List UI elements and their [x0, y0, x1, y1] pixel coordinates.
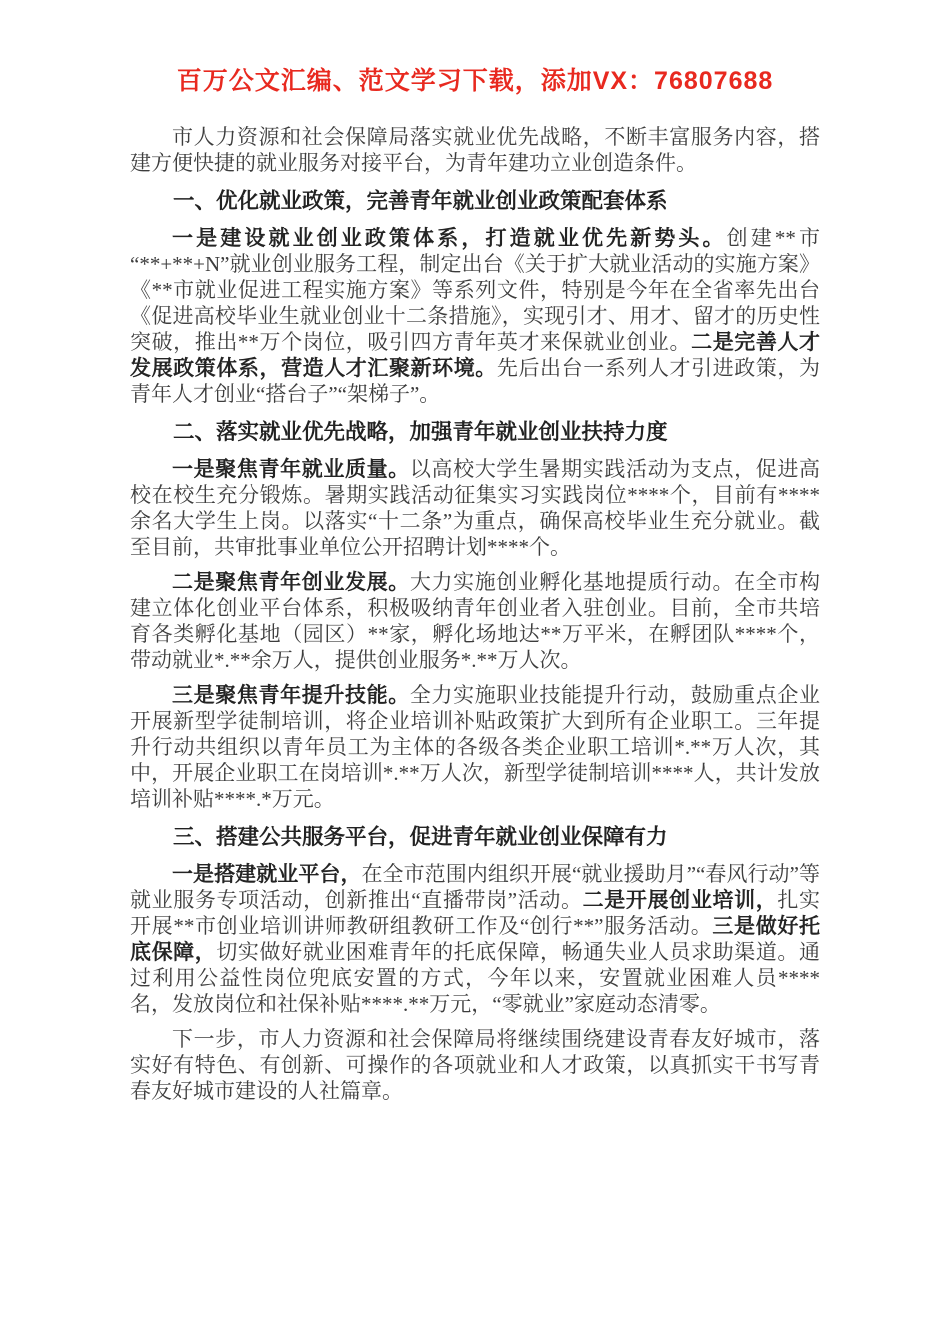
section3-paragraph-1: [130, 861, 820, 1017]
promo-banner: [0, 0, 950, 96]
bold-run: 三是做好托底保障，: [130, 914, 821, 964]
section1-paragraph-1: [130, 225, 820, 407]
document-content: [130, 124, 820, 1104]
section-heading-1: 一、优化就业政策，完善青年就业创业政策配套体系: [173, 189, 668, 213]
bold-run: 二是完善人才发展政策体系，营造人才汇聚新环境。: [130, 330, 821, 380]
promo-text: 百万公文汇编、范文学习下载，添加VX：76807688: [176, 67, 774, 95]
bold-run: 二是聚焦青年创业发展。: [172, 570, 410, 594]
bold-run: 一是搭建就业平台，: [172, 862, 362, 886]
text-run: 扎实开展**市创业培训讲师教研组教研工作及“创行**”服务活动。: [130, 888, 821, 938]
intro-paragraph: [130, 124, 820, 176]
text-run: 切实做好就业困难青年的托底保障，畅通失业人员求助渠道。通过利用公益性岗位兜底安置的方式，今年以来，安置就业困难人员****名，发放岗位和社保补贴****.**万元，“零就业”家庭动态清零。: [130, 940, 821, 1016]
section-heading-3: 三、搭建公共服务平台，促进青年就业创业保障有力: [173, 825, 668, 849]
section2-paragraph-1: [130, 456, 820, 560]
bold-run: 三是聚焦青年提升技能。: [172, 683, 410, 707]
text-run: 创建**市“**+**+N”就业创业服务工程，制定出台《关于扩大就业活动的实施方案》《**市就业促进工程实施方案》等系列文件，特别是今年在全省率先出台《促进高校毕业生就业创业十二条措施》，实现引才、用才、留才的历史性突破，推出**万个岗位，吸引四方青年英才来保就业创业。: [130, 226, 821, 354]
section-heading-2: 二、落实就业优先战略，加强青年就业创业扶持力度: [173, 420, 668, 444]
text-run: 在全市范围内组织开展“就业援助月”“春风行动”等就业服务专项活动，创新推出“直播带岗”活动。: [130, 862, 820, 912]
bold-run: 一是聚焦青年就业质量。: [172, 457, 410, 481]
text-run: 全力实施职业技能提升行动，鼓励重点企业开展新型学徒制培训，将企业培训补贴政策扩大到所有企业职工。三年提升行动共组织以青年员工为主体的各级各类企业职工培训*.**万人次，其中，开展企业职工在岗培训*.**万人次，新型学徒制培训****人，共计发放培训补贴****.*万元。: [130, 683, 820, 811]
text-run: 下一步，市人力资源和社会保障局将继续围绕建设青春友好城市，落实好有特色、有创新、可操作的各项就业和人才政策，以真抓实干书写青春友好城市建设的人社篇章。: [130, 1027, 820, 1103]
text-run: 以高校大学生暑期实践活动为支点，促进高校在校生充分锻炼。暑期实践活动征集实习实践岗位****个，目前有****余名大学生上岗。以落实“十二条”为重点，确保高校毕业生充分就业。截至目前，共审批事业单位公开招聘计划****个。: [130, 457, 820, 559]
bold-run: 二是开展创业培训，: [582, 888, 778, 912]
closing-paragraph: [130, 1026, 820, 1104]
text-run: 市人力资源和社会保障局落实就业优先战略，不断丰富服务内容，搭建方便快捷的就业服务对接平台，为青年建功立业创造条件。: [130, 125, 820, 175]
bold-run: 一是建设就业创业政策体系，打造就业优先新势头。: [172, 226, 727, 250]
text-run: 先后出台一系列人才引进政策，为青年人才创业“搭台子”“架梯子”。: [130, 356, 821, 406]
section2-paragraph-2: [130, 569, 820, 673]
section2-paragraph-3: [130, 682, 820, 812]
text-run: 大力实施创业孵化基地提质行动。在全市构建立体化创业平台体系，积极吸纳青年创业者入驻创业。目前，全市共培育各类孵化基地（园区）**家，孵化场地达**万平米，在孵团队****个，带动就业*.**余万人，提供创业服务*.**万人次。: [130, 570, 820, 672]
